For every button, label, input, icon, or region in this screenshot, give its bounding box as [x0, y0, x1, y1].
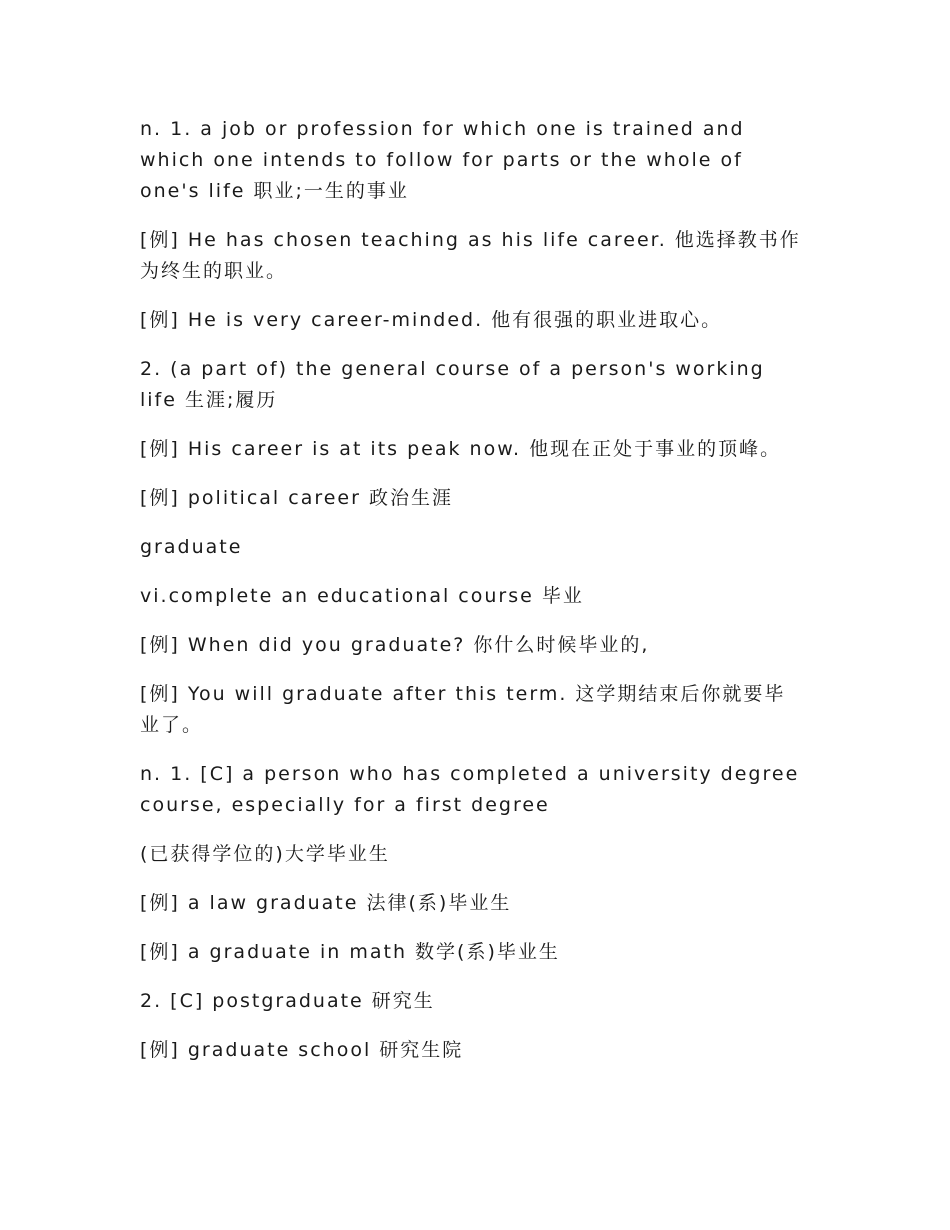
definition-graduate-vi: vi.complete an educational course 毕业 [140, 585, 584, 607]
definition-graduate-n1: n. 1. [C] a person who has completed a university degree course, especially for a first degree [140, 763, 800, 816]
definition-career-n2: 2. (a part of) the general course of a person's working life 生涯;履历 [140, 358, 765, 411]
definition-graduate-n2: 2. [C] postgraduate 研究生 [140, 990, 435, 1012]
definition-career-n1: n. 1. a job or profession for which one is trained and which one intends to follow for parts or the whole of one's life 职业;一生的事业 [140, 118, 745, 202]
example-career-peak: [例] His career is at its peak now. 他现在正处于事业的顶峰。 [140, 438, 782, 460]
document-body [140, 114, 805, 1084]
example-career-minded: [例] He is very career-minded. 他有很强的职业进取心。 [140, 309, 723, 331]
example-graduate-school: [例] graduate school 研究生院 [140, 1039, 464, 1061]
example-law-graduate: [例] a law graduate 法律(系)毕业生 [140, 892, 512, 914]
example-math-graduate: [例] a graduate in math 数学(系)毕业生 [140, 941, 560, 963]
example-career-life: [例] He has chosen teaching as his life career. 他选择教书作为终生的职业。 [140, 229, 801, 282]
example-political-career: [例] political career 政治生涯 [140, 487, 453, 509]
translation-graduate-n1: (已获得学位的)大学毕业生 [140, 843, 390, 865]
headword-graduate: graduate [140, 536, 243, 558]
example-when-graduate: [例] When did you graduate? 你什么时候毕业的, [140, 634, 650, 656]
example-graduate-term: [例] You will graduate after this term. 这学期结束后你就要毕业了。 [140, 683, 786, 736]
